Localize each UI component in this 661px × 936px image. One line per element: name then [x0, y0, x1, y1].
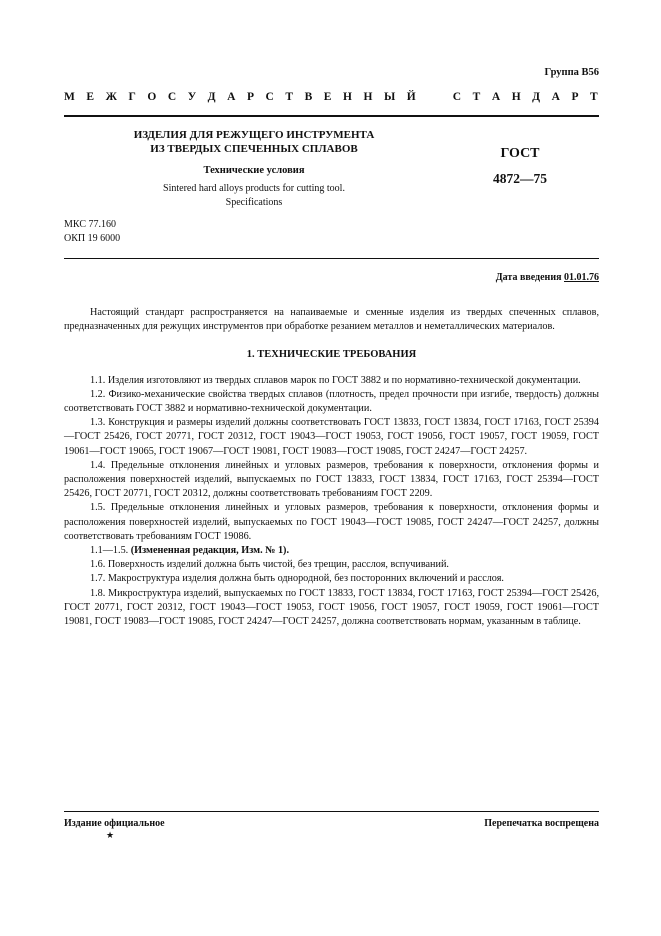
header-letter: Г [128, 91, 136, 103]
paragraph-1-5: 1.5. Предельные отклонения линейных и угловых размеров, требования к поверхности, отклонения формы и расположения поверхностей изделий, выпускаемых по ГОСТ 19043—ГОСТ 19085, ГОСТ 24247—ГОСТ 24257, должны соответствовать требованиям ГОСТ 19086. [64, 502, 599, 542]
intro-date-value: 01.01.76 [564, 272, 599, 283]
header-letter: Н [511, 91, 521, 103]
section-heading: 1. ТЕХНИЧЕСКИЕ ТРЕБОВАНИЯ [246, 349, 417, 361]
mks-code: МКС 77.160 [64, 219, 116, 230]
header-letter: С [265, 91, 274, 103]
intro-date-label: Дата введения [495, 272, 562, 283]
english-title [64, 182, 444, 210]
header-letter: М [64, 91, 75, 103]
gost-number: 4872—75 [493, 171, 547, 186]
intro-date [496, 272, 599, 283]
gost-label: ГОСТ [500, 146, 540, 161]
classification-codes [64, 218, 120, 246]
header-divider [64, 258, 599, 259]
paragraph-1-4: 1.4. Предельные отклонения линейных и угловых размеров, требования к поверхности, отклонения формы и расположения поверхностей изделий, выпускаемых по ГОСТ 13833, ГОСТ 13834, ГОСТ 17163, ГОСТ 25394—ГОСТ 25426, ГОСТ 20771, ГОСТ 20312, должны соответствовать требованиям ГОСТ 2209. [64, 459, 599, 500]
header-letter: Р [246, 91, 254, 103]
header-letter: В [304, 91, 313, 103]
header-letter: У [187, 91, 197, 103]
top-rule [64, 115, 599, 117]
star-icon: ★ [106, 830, 115, 840]
intro-paragraph: Настоящий стандарт распространяется на напаиваемые и сменные изделия из твердых спеченных сплавов, предназначенных для режущих инструментов при обработке резанием металлов и неметаллических материалов. [64, 307, 599, 333]
title-line-2: ИЗ ТВЕРДЫХ СПЕЧЕННЫХ СПЛАВОВ [150, 143, 358, 155]
edition-note-text: (Измененная редакция, Изм. № 1). [130, 545, 289, 557]
header-letter: Т [285, 91, 294, 103]
english-title-line-2: Specifications [225, 197, 283, 208]
header-letter: О [147, 91, 157, 103]
header-letter: Д [532, 91, 541, 103]
header-letter: Р [571, 91, 579, 103]
header-letter: А [227, 91, 236, 103]
reprint-prohibited: Перепечатка воспрещена [484, 818, 599, 829]
subtitle: Технические условия [203, 165, 305, 176]
edition-note [64, 544, 599, 558]
okp-code: ОКП 19 6000 [64, 233, 121, 244]
header-letter: А [491, 91, 501, 103]
header-letter: Ж [105, 91, 117, 103]
official-edition: Издание официальное [64, 818, 165, 829]
footer-rule [64, 811, 599, 812]
paragraph-1-2: 1.2. Физико-механические свойства твердых сплавов (плотность, предел прочности при изгибе, твердость) должны соответствовать ГОСТ 3882 и нормативно-технической документации. [64, 388, 599, 415]
header-letter: Д [207, 91, 216, 103]
header-letter: Н [363, 91, 373, 103]
standard-type-header [64, 91, 598, 103]
paragraph-1-3: 1.3. Конструкция и размеры изделий должны соответствовать ГОСТ 13833, ГОСТ 13834, ГОСТ 17163, ГОСТ 25394—ГОСТ 25426, ГОСТ 20771, ГОСТ 20312, ГОСТ 19043—ГОСТ 19053, ГОСТ 19056, ГОСТ 19057, ГОСТ 19059, ГОСТ 19061—ГОСТ 19065, ГОСТ 19067—ГОСТ 19081, ГОСТ 19083—ГОСТ 19085, ГОСТ 24247—ГОСТ 24257. [64, 417, 599, 457]
document-body [64, 306, 599, 629]
header-letter: С [452, 91, 462, 103]
title-line-1: ИЗДЕЛИЯ ДЛЯ РЕЖУЩЕГО ИНСТРУМЕНТА [133, 129, 375, 141]
header-letter: Н [342, 91, 352, 103]
header-letter: Т [590, 91, 598, 103]
header-letter: Е [86, 91, 95, 103]
header-letter: А [551, 91, 560, 103]
title-block [64, 128, 444, 210]
header-letter: Е [323, 91, 332, 103]
english-title-line-1: Sintered hard alloys products for cutting tool. [163, 183, 345, 194]
paragraph-1-1: 1.1. Изделия изготовляют из твердых сплавов марок по ГОСТ 3882 и по нормативно-технической документации. [90, 374, 581, 386]
header-letter: Ы [383, 91, 396, 103]
paragraph-1-8: 1.8. Микроструктура изделий, выпускаемых по ГОСТ 13833, ГОСТ 13834, ГОСТ 17163, ГОСТ 25394—ГОСТ 25426, ГОСТ 20771, ГОСТ 20312, ГОСТ 19043—ГОСТ 19053, ГОСТ 19056, ГОСТ 19057, ГОСТ 19059, ГОСТ 19061—ГОСТ 19081, ГОСТ 19083—ГОСТ 19085, ГОСТ 24247—ГОСТ 24257, должна соответствовать нормам, указанным в таблице. [64, 587, 599, 628]
header-letter: С [167, 91, 177, 103]
paragraph-1-6: 1.6. Поверхность изделий должна быть чистой, без трещин, расслоя, вспучиваний. [90, 559, 449, 571]
header-letter: Й [406, 91, 416, 103]
paragraph-1-7: 1.7. Макроструктура изделия должна быть однородной, без посторонних включений и расслоя. [90, 573, 504, 585]
edition-prefix: 1.1—1.5. [90, 545, 129, 557]
header-word-gap [427, 91, 441, 103]
group-code: Группа В56 [544, 67, 599, 78]
header-letter: Т [472, 91, 481, 103]
